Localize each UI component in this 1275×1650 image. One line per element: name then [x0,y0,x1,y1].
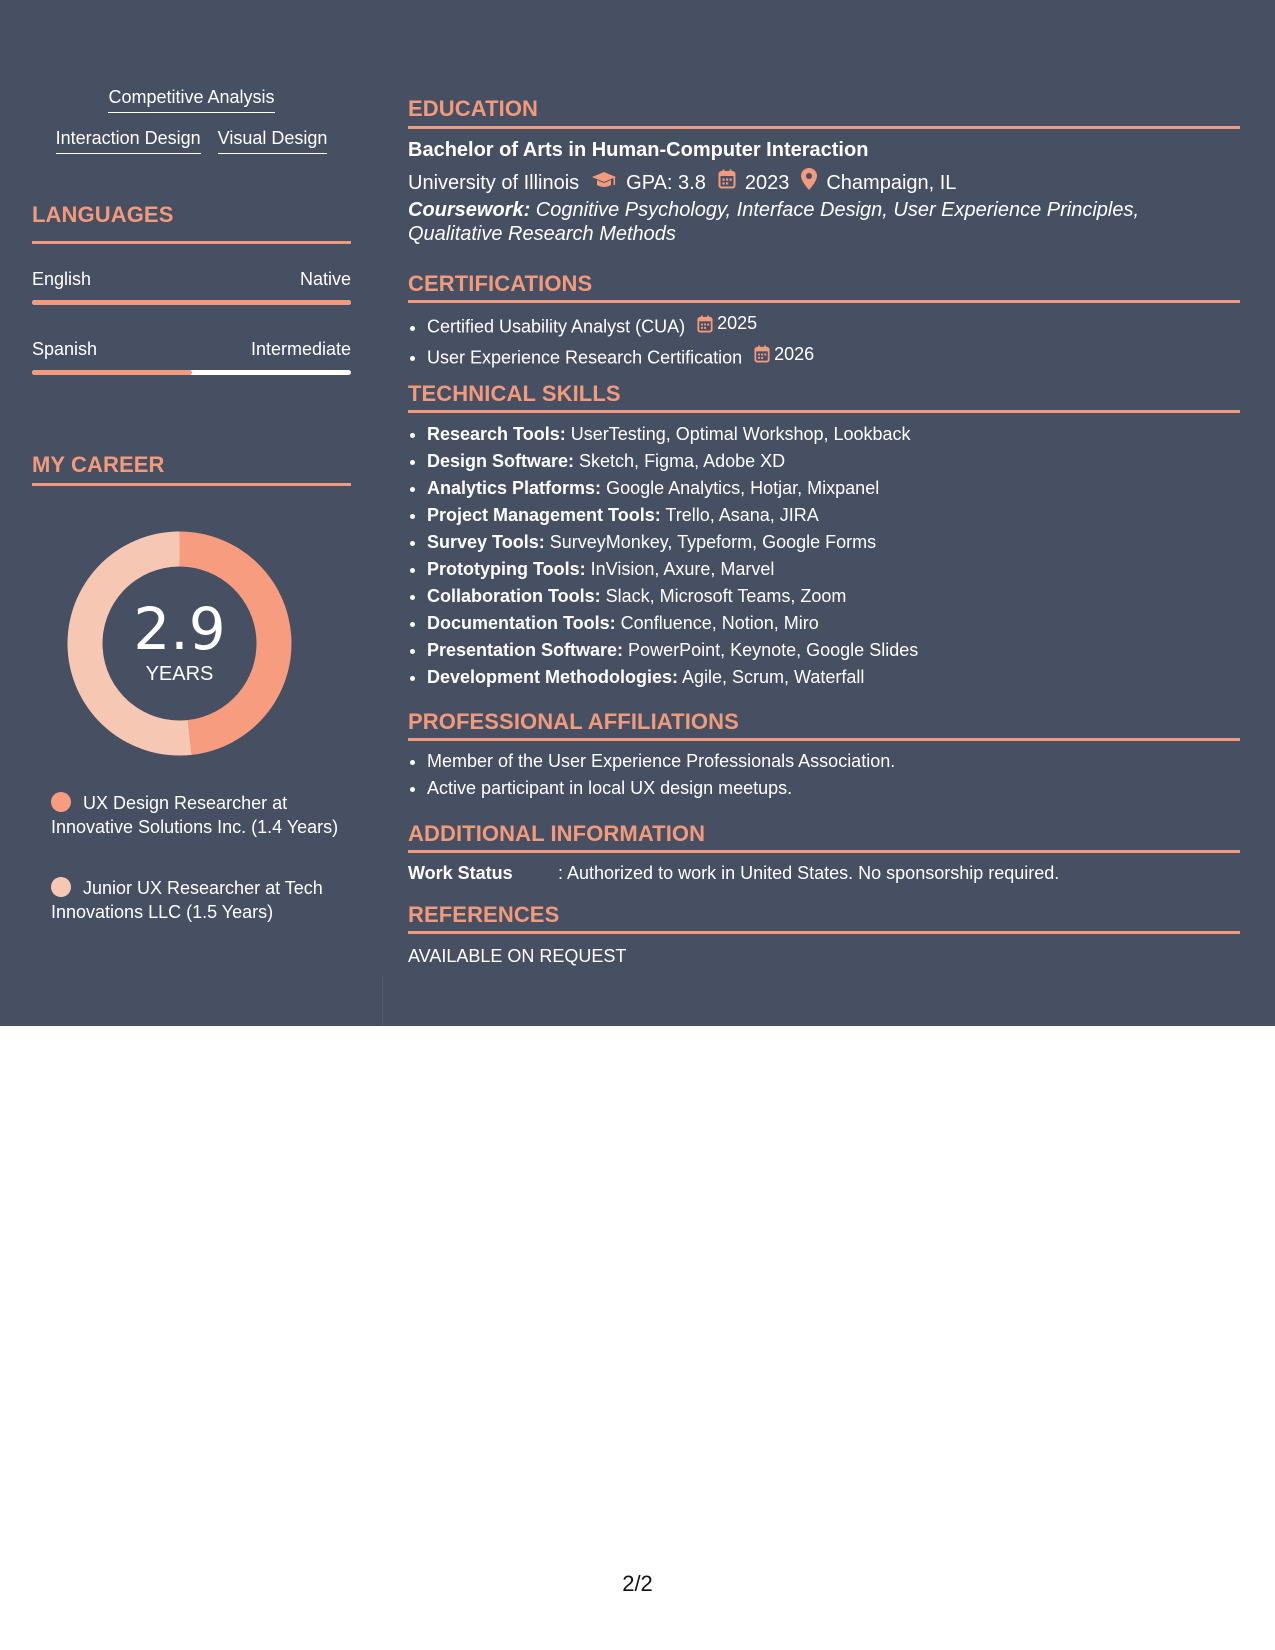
career-total-unit: YEARS [145,663,214,685]
skill-values: Google Analytics, Hotjar, Mixpanel [601,478,880,498]
skill-category: Documentation Tools: [427,613,616,633]
career-legend-item [51,876,341,924]
section-divider [408,850,1240,853]
list-item: • Member of the User Experience Professionals Association. [427,748,895,775]
legend-label: Junior UX Researcher at Tech Innovations LLC (1.5 Years) [51,878,323,922]
section-divider [408,126,1240,129]
certifications-list [408,310,814,371]
references-heading: REFERENCES [408,902,560,927]
list-item [427,341,814,372]
skill-values: Trello, Asana, JIRA [660,505,819,525]
skill-category: Project Management Tools: [427,505,661,525]
work-status-label: Work Status [408,863,513,883]
left-column [32,0,351,1026]
coursework-list: Cognitive Psychology, Interface Design, User Experience Principles, Qualitative Research Methods [408,199,1140,245]
list-item [427,556,918,583]
school-location: Champaign, IL [826,171,957,194]
skill-tag: Competitive Analysis [108,86,274,113]
skill-tags [32,86,351,154]
certifications-heading: CERTIFICATIONS [408,271,593,296]
skill-category: Prototyping Tools: [427,559,586,579]
skill-category: Development Methodologies: [427,667,679,687]
languages-heading: LANGUAGES [32,202,174,227]
right-column [408,0,1240,1026]
affiliations-heading: PROFESSIONAL AFFILIATIONS [408,709,739,734]
calendar-icon [754,345,770,363]
column-divider [382,975,383,1026]
list-item [427,637,918,664]
list-item [427,310,814,341]
page-number: 2/2 [622,1571,653,1596]
map-pin-icon [801,168,817,197]
language-name: Spanish [32,339,98,359]
calendar-icon [718,169,736,196]
degree-title: Bachelor of Arts in Human-Computer Interaction [408,139,869,161]
section-divider [32,241,351,244]
list-item [427,475,918,502]
list-item [427,610,918,637]
list-item [427,421,918,448]
certification-name: User Experience Research Certification [427,347,743,367]
skill-values: Sketch, Figma, Adobe XD [574,451,786,471]
skill-category: Research Tools: [427,424,566,444]
skill-category: Presentation Software: [427,640,624,660]
work-status-value: : Authorized to work in United States. No sponsorship required. [558,863,1060,883]
skill-tag: Interaction Design [56,127,201,154]
list-item [427,529,918,556]
graduation-cap-icon [591,170,617,196]
career-heading: MY CAREER [32,452,165,477]
language-bar-fill [32,300,351,305]
skill-values: Agile, Scrum, Waterfall [678,667,865,687]
language-item [32,338,351,375]
section-divider [408,410,1240,413]
skill-category: Collaboration Tools: [427,586,601,606]
language-item [32,268,351,305]
skill-values: PowerPoint, Keynote, Google Slides [623,640,919,660]
education-heading: EDUCATION [408,96,539,121]
career-legend-item [51,791,341,839]
skill-values: InVision, Axure, Marvel [585,559,775,579]
graduation-year: 2023 [744,171,790,194]
skill-tag: Visual Design [218,127,328,154]
legend-label: UX Design Researcher at Innovative Solutions Inc. (1.4 Years) [51,793,339,837]
technical-skills-list [408,421,918,691]
career-total-years: 2.9 [133,595,226,663]
language-level: Native [299,269,351,289]
work-status [408,862,1059,884]
additional-info-heading: ADDITIONAL INFORMATION [408,821,706,846]
skill-values: SurveyMonkey, Typeform, Google Forms [544,532,877,552]
certification-year: 2026 [774,343,815,364]
gpa: GPA: 3.8 [626,171,706,194]
skill-values: Slack, Microsoft Teams, Zoom [600,586,847,606]
language-level: Intermediate [250,339,351,359]
language-bar-fill [32,370,192,375]
affiliations-list [408,748,895,802]
coursework-label: Coursework: [408,199,531,221]
coursework [408,198,1238,246]
legend-dot [51,792,71,812]
list-item [427,502,918,529]
legend-dot [51,877,71,897]
skill-values: UserTesting, Optimal Workshop, Lookback [565,424,911,444]
language-bar [32,300,351,305]
certification-year: 2025 [717,313,758,333]
section-divider [408,738,1240,741]
list-item [427,664,918,691]
education-meta [408,168,956,197]
skill-category: Analytics Platforms: [427,478,602,498]
list-item [427,448,918,475]
section-divider [408,931,1240,934]
school-name: University of Illinois [408,171,580,194]
section-divider [408,300,1240,303]
references-text: AVAILABLE ON REQUEST [408,946,627,966]
skill-values: Confluence, Notion, Miro [615,613,819,633]
technical-skills-heading: TECHNICAL SKILLS [408,381,621,406]
list-item [427,583,918,610]
section-divider [32,483,351,486]
language-name: English [32,269,92,289]
language-bar [32,370,351,375]
calendar-icon [697,315,713,333]
skill-category: Survey Tools: [427,532,545,552]
career-donut-chart [67,531,292,756]
list-item: • Active participant in local UX design meetups. [427,775,895,802]
skill-category: Design Software: [427,451,575,471]
certification-name: Certified Usability Analyst (CUA) [427,316,686,337]
